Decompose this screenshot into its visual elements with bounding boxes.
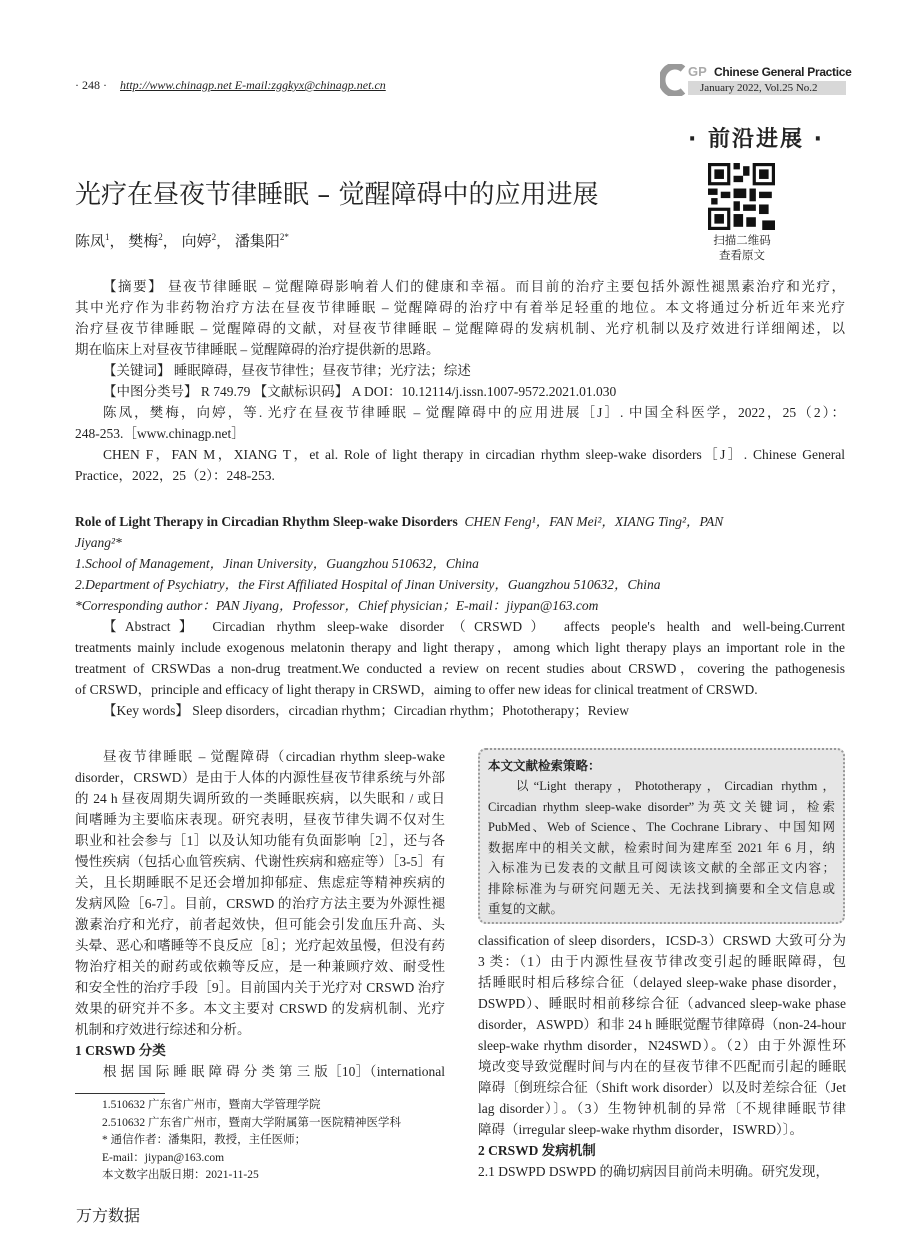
intro-paragraph — [75, 746, 445, 1040]
text-line: CHEN F，FAN M，XIANG T，et al. Role of light therapy in circadian rhythm sleep-wake disorders［J］. Chinese General — [103, 447, 845, 462]
english-title: Role of Light Therapy in Circadian Rhythm Sleep-wake Disorders — [75, 514, 458, 529]
text-line: 其中光疗作为非药物治疗方法在昼夜节律睡眠 – 觉醒障碍的治疗中有着举足轻重的地位。本文将通过分析近年来光疗 — [75, 300, 845, 315]
text-line: treatment of CRSWDas a non-drug treatment.We conducted a review on recent studies about CRSWD，covering the pathogenesis — [75, 661, 845, 676]
affiliation-2: 2.Department of Psychiatry，the First Affiliated Hospital of Jinan University，Guangzhou 510632，China — [75, 577, 661, 592]
author-affiliation: 2 — [158, 232, 163, 242]
header-url-email[interactable]: http://www.chinagp.net E-mail:zggkyx@chinagp.net.cn — [120, 78, 386, 92]
qr-caption-line: 扫描二维码 — [713, 235, 771, 247]
author: 潘集阳 — [234, 234, 280, 250]
text-line: lag disorder）〕。（3）生物钟机制的异常〔不规律睡眠节律 — [478, 1101, 846, 1116]
text-line: of CRSWD，principle and efficacy of light therapy in CRSWD，aiming to offer new ideas for clinical treatment of CRSWD. — [75, 682, 758, 697]
text-line: 机制和疗效进行综述和分析。 — [75, 1022, 251, 1037]
english-title-line — [75, 511, 845, 532]
text-line: Practice，2022，25（2）：248-253. — [75, 468, 275, 483]
logo-mark-gp: GP — [688, 64, 707, 79]
text-line: DSWPD）、睡眠时相前移综合征（advanced sleep-wake phase — [478, 996, 846, 1011]
text-line: PubMed、Web of Science、The Cochrane Library、中国知网 — [488, 820, 835, 834]
text-line: 物治疗相关的耐药或依赖等反应，是一种兼顾疗效、耐受性 — [75, 959, 445, 974]
text-line: 数据库中的相关文献，检索时间为建库至 2021 年 6 月，纳 — [488, 840, 835, 855]
text-line: 和安全性的治疗手段［9］。目前国内关于光疗对 CRSWD 治疗 — [75, 980, 445, 995]
english-authors: CHEN Feng¹，FAN Mei²，XIANG Ting²，PAN — [464, 514, 724, 529]
text-line: 慢性疾病（包括心血管疾病、代谢性疾病和癌症等）［3-5］有 — [75, 854, 445, 869]
text-line: 治疗昼夜节律睡眠 – 觉醒障碍的文献，对昼夜节律睡眠 – 觉醒障碍的发病机制、光疗机制以及疗效进行详细阐述，以 — [75, 321, 845, 336]
text-line: 发病风险［6-7］。目前，CRSWD 的治疗方法主要为外源性褪 — [75, 896, 445, 911]
text-line: 关，且长期睡眠不足还会增加抑郁症、焦虑症等精神疾病的 — [75, 875, 445, 890]
text-line: classification of sleep disorders，ICSD-3）CRSWD 大致可分为 — [478, 933, 846, 948]
text-line: 昼夜节律睡眠 – 觉醒障碍（circadian rhythm sleep-wake — [103, 749, 445, 764]
author-affiliation: 1 — [105, 232, 110, 242]
text-line: 陈凤，樊梅，向婷，等. 光疗在昼夜节律睡眠 – 觉醒障碍中的应用进展［J］. 中国全科医学，2022，25（2）： — [103, 405, 845, 420]
section-2-1-text: 2.1 DSWPD DSWPD 的确切病因目前尚未明确。研究发现， — [478, 1164, 830, 1179]
section-heading-2: 2 CRSWD 发病机制 — [478, 1143, 596, 1158]
column-tag: · 前沿进展 · — [688, 127, 825, 152]
journal-name: Chinese General Practice — [714, 65, 852, 79]
text-line: treatments mainly include exogenous melatonin therapy and light therapy，among which light therapy plays an important role in the — [75, 640, 845, 655]
wanfang-watermark: 万方数据 — [76, 1206, 141, 1225]
text-line: sleep-wake rhythm disorder，N24SWD）。（2）由于外源性环 — [478, 1038, 846, 1053]
text-line: Circadian rhythm sleep-wake disorder”为英文关键词，检索 — [488, 799, 835, 814]
english-abstract-block — [75, 511, 845, 721]
search-strategy-box — [478, 748, 845, 924]
running-header — [75, 78, 386, 93]
author-affiliation: 2* — [279, 232, 289, 242]
text-line: 以“Light therapy，Phototherapy，Circadian rhythm， — [516, 779, 835, 793]
classification-paragraph — [478, 930, 846, 1140]
journal-issue: January 2022, Vol.25 No.2 — [688, 81, 846, 95]
text-line: 【关键词】 睡眠障碍，昼夜节律性；昼夜节律；光疗法；综述 — [103, 363, 471, 378]
article-title: 光疗在昼夜节律睡眠 – 觉醒障碍中的应用进展 — [75, 180, 599, 210]
text-line: 的 24 h 昼夜周期失调所致的一类睡眠疾病，以失眠和 / 或日 — [75, 791, 445, 806]
search-strategy-title: 本文文献检索策略： — [488, 758, 601, 773]
text-line: 境改变导致觉醒时间与内在的昼夜节律不匹配而引起的睡眠 — [478, 1059, 846, 1074]
english-abstract — [75, 616, 845, 700]
chinese-abstract-block — [75, 276, 845, 486]
text-line: 括睡眠时相后移综合征（delayed sleep-wake phase disorder， — [478, 975, 846, 990]
left-column — [75, 746, 445, 1082]
text-line: 【Abstract】 Circadian rhythm sleep-wake disorder（CRSWD） affects people's health and well-being.Current — [103, 619, 845, 634]
text-line: 效果的研究并不多。本文主要对 CRSWD 的发病机制、光疗 — [75, 1001, 445, 1016]
english-authors-cont: Jiyang²* — [75, 535, 122, 550]
footnotes — [102, 1097, 401, 1185]
text-line: 障碍（irregular sleep-wake rhythm disorder，ISWRD）〕。 — [478, 1122, 804, 1137]
logo-c-mark-icon — [660, 64, 686, 96]
text-line: disorder，CRSWD）是由于人体的内源性昼夜节律系统与外部 — [75, 770, 445, 785]
text-line: 障碍〔倒班综合征（Shift work disorder）以及时差综合征（Jet — [478, 1080, 846, 1095]
text-line: 间嗜睡为主要临床表现。研究表明，昼夜节律失调不仅对生 — [75, 812, 445, 827]
author: 陈凤 — [75, 234, 106, 250]
author: 樊梅 — [128, 234, 159, 250]
text-line: 重复的文献。 — [488, 902, 564, 916]
affiliation-1: 1.School of Management，Jinan University，Guangzhou 510632，China — [75, 556, 479, 571]
text-line: 3 类：（1）由于内源性昼夜节律改变引起的睡眠障碍，包 — [478, 954, 846, 969]
journal-logo — [660, 64, 852, 96]
corresponding-author: *Corresponding author：PAN Jiyang，Professor，Chief physician；E-mail：jiypan@163.com — [75, 598, 599, 613]
text-line: 激素治疗和光疗，前者起效快，但可能会引发血压升高、头 — [75, 917, 445, 932]
author: 向婷 — [181, 234, 212, 250]
text-line: 入标准为已发表的文献且可阅读该文献的全部正文内容； — [488, 861, 835, 875]
text-line: 排除标准为与研究问题无关、无法找到摘要和全文信息或 — [488, 881, 835, 896]
text-line: 期在临床上对昼夜节律睡眠 – 觉醒障碍的治疗提供新的思路。 — [75, 342, 440, 357]
search-strategy-text — [488, 776, 835, 920]
author-affiliation: 2 — [211, 232, 217, 242]
qr-code-icon[interactable] — [708, 163, 775, 230]
footnote: 2.510632 广东省广州市，暨南大学附属第一医院精神医学科 — [102, 1116, 401, 1129]
text-line: 【中图分类号】 R 749.79 【文献标识码】 A DOI：10.12114/j.issn.1007-9572.2021.01.030 — [103, 384, 617, 399]
qr-caption — [698, 234, 786, 264]
page-number: · 248 · — [75, 78, 107, 92]
english-keywords: 【Key words】 Sleep disorders，circadian rhythm；Circadian rhythm；Phototherapy；Review — [103, 703, 630, 718]
text-line: 248-253.［www.chinagp.net］ — [75, 426, 245, 441]
text-line: 职业和社会参与［1］以及认知功能有负面影响［2］，还与各 — [75, 833, 445, 848]
footnote: E-mail：jiypan@163.com — [102, 1151, 225, 1164]
footnote: 本文数字出版日期：2021-11-25 — [102, 1169, 259, 1181]
text-line: 头晕、恶心和嗜睡等不良反应［8］；光疗起效虽慢，但没有药 — [75, 938, 445, 953]
author-list: 陈凤$^1$， 樊梅$^2$， 向婷$^2$， 潘集阳$^{2*}$ — [75, 232, 289, 250]
text-line: 【摘要】 昼夜节律睡眠 – 觉醒障碍影响着人们的健康和幸福。而目前的治疗主要包括外源性褪黑素治疗和光疗， — [103, 279, 845, 294]
footnote: 1.510632 广东省广州市，暨南大学管理学院 — [102, 1099, 321, 1111]
text-line: disorder，ASWPD）和非 24 h 睡眠觉醒节律障碍（non-24-hour — [478, 1017, 846, 1032]
section-1-text: 根 据 国 际 睡 眠 障 碍 分 类 第 三 版［10］（international — [103, 1064, 445, 1079]
footnote: * 通信作者：潘集阳，教授，主任医师； — [102, 1134, 307, 1146]
right-column — [478, 930, 846, 1182]
section-heading-1: 1 CRSWD 分类 — [75, 1043, 166, 1058]
footnote-divider — [75, 1093, 165, 1094]
qr-caption-line: 查看原文 — [719, 250, 765, 262]
